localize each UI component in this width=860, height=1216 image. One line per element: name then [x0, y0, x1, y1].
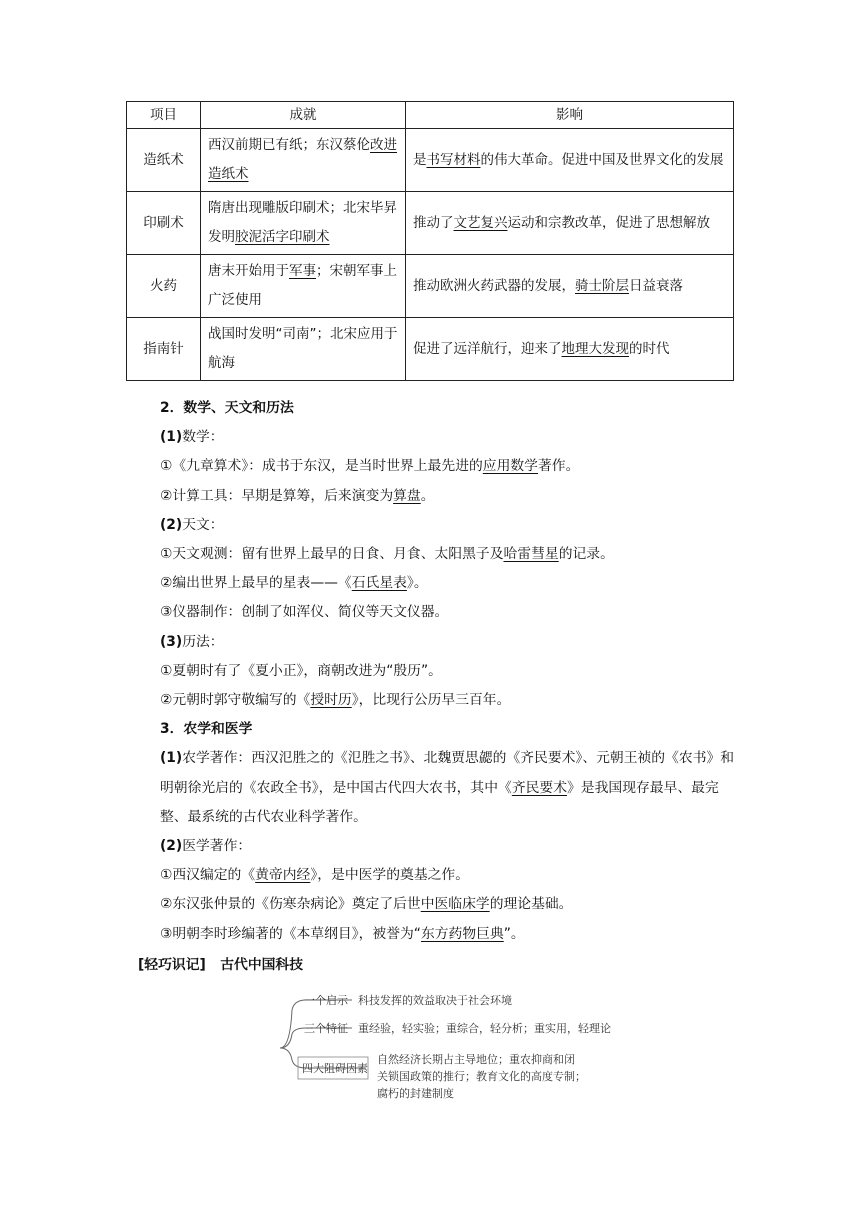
text-run: 著作。 [537, 458, 580, 475]
text-run: 天文： [182, 516, 224, 533]
invention-name: 印刷术 [127, 192, 201, 255]
underlined-key-term: 文艺复兴 [453, 214, 508, 231]
underlined-key-term: 骑士阶层 [575, 277, 629, 294]
text-line [138, 890, 738, 919]
text-run: 西汉前期已有纸；东汉蔡伦 [208, 137, 370, 153]
table-row [127, 318, 734, 381]
tip-heading [138, 951, 738, 980]
underlined-key-term: 东方药物巨典 [420, 925, 504, 942]
text-run: 的伟大革命。促进中国及世界文化的发展 [480, 151, 724, 168]
underlined-key-term: 授时历 [310, 692, 352, 709]
mindmap-leaf-2: 重经验，轻实验；重综合，轻分析；重实用，轻理论 [358, 1022, 611, 1035]
table-row [127, 255, 734, 318]
text-run: 》。 [406, 575, 428, 592]
underlined-key-term: 胶泥活字印刷术 [235, 229, 330, 245]
text-run: 的理论基础。 [489, 896, 573, 913]
influence-cell [406, 318, 734, 381]
influence-cell [406, 192, 734, 255]
text-run: 的时代 [629, 340, 670, 357]
text-run: 3．农学和医学 [160, 721, 253, 738]
text-line [138, 715, 738, 744]
mindmap-branch-3: 四大阻碍因素 [302, 1062, 368, 1075]
text-line [138, 482, 738, 511]
text-line [138, 861, 738, 890]
achievement-cell [201, 255, 406, 318]
achievement-cell [201, 318, 406, 381]
invention-name: 火药 [127, 255, 201, 318]
mindmap-leaf-3-line-2: 关锁国政策的推行；教育文化的高度专制； [377, 1070, 586, 1083]
text-run: 》，比现行公历早三百年。 [351, 692, 511, 709]
header-item: 项目 [127, 102, 201, 129]
invention-name: 造纸术 [127, 129, 201, 192]
underlined-key-term: 石氏星表 [351, 575, 407, 592]
influence-cell [406, 129, 734, 192]
text-run: ③明朝李时珍编著的《本草纲目》，被誉为“ [160, 925, 421, 942]
text-run: 战国时发明“司南”；北宋应用于航海 [208, 326, 398, 371]
text-run: ③仪器制作：创制了如浑仪、简仪等天文仪器。 [160, 604, 449, 621]
underlined-key-term: 齐民要术 [511, 779, 568, 796]
tip-label: [轻巧识记] [138, 956, 206, 973]
header-influence: 影响 [406, 102, 734, 129]
text-run: 日益衰落 [629, 277, 683, 294]
text-run: ②东汉张仲景的《伤寒杂病论》奠定了后世 [160, 896, 421, 913]
text-run: 。 [420, 487, 435, 504]
text-run: 数学： [182, 429, 224, 446]
text-run: ①《九章算术》：成书于东汉，是当时世界上最先进的 [160, 458, 483, 475]
underlined-key-term: 算盘 [393, 487, 421, 504]
text-run: 历法： [182, 633, 224, 650]
text-run: ”。 [503, 925, 525, 942]
main-content [138, 394, 738, 980]
mind-map [270, 990, 630, 1108]
text-line [138, 569, 738, 598]
header-achievement: 成就 [201, 102, 406, 129]
text-run: ①天文观测：留有世界上最早的日食、月食、太阳黑子及 [160, 546, 504, 563]
achievement-cell [201, 192, 406, 255]
underlined-key-term: 书写材料 [426, 151, 481, 168]
inventions-table [126, 101, 734, 381]
text-line [138, 423, 738, 452]
underlined-key-term: 中医临床学 [420, 896, 490, 913]
text-line [138, 832, 738, 861]
text-line [138, 657, 738, 686]
text-run: 推动了 [413, 214, 454, 231]
text-line [138, 920, 738, 949]
underlined-key-term: 军事 [289, 263, 316, 279]
text-run: 农学著作：西汉氾胜之的《氾胜之书》、北魏贾思勰的《齐民要术》、元朝王祯的《农书》和明朝徐光启的《农政全书》，是中国古代四大农书，其中《 [160, 750, 735, 796]
text-run: 促进了远洋航行，迎来了 [413, 340, 562, 357]
text-line [138, 452, 738, 481]
text-line [138, 686, 738, 715]
mindmap-branch-2: 三个特征 [304, 1022, 348, 1035]
underlined-key-term: 哈雷彗星 [503, 546, 559, 563]
text-run: 运动和宗教改革，促进了思想解放 [507, 214, 710, 231]
text-run: ①西汉编定的《 [160, 867, 256, 884]
section-number: (3) [160, 633, 183, 650]
text-run: 的记录。 [558, 546, 614, 563]
tip-title: 古代中国科技 [220, 956, 304, 973]
text-line [138, 628, 738, 657]
text-run: 2．数学、天文和历法 [160, 400, 294, 416]
table-header-row [127, 102, 734, 129]
section-number: (1) [160, 750, 183, 767]
text-line [138, 394, 738, 423]
text-run: 》是我国现存最早、最完整、最系统的古代农业科学著作。 [160, 779, 719, 825]
text-line [138, 511, 738, 540]
text-run: 是 [413, 151, 427, 168]
achievement-cell [201, 129, 406, 192]
text-line [138, 540, 738, 569]
text-run: 医学著作： [182, 838, 252, 855]
influence-cell [406, 255, 734, 318]
text-run: ；宋朝军事上广泛使用 [208, 263, 397, 308]
mindmap-leaf-3-line-3: 腐朽的封建制度 [377, 1087, 454, 1100]
underlined-key-term: 地理大发现 [561, 340, 629, 357]
text-run: 唐末开始用于 [208, 263, 289, 279]
text-run: 》，是中医学的奠基之作。 [310, 867, 470, 884]
section-number: (2) [160, 516, 183, 533]
text-run: ②计算工具：早期是算筹，后来演变为 [160, 487, 394, 504]
agriculture-paragraph [138, 744, 736, 832]
text-line [138, 598, 738, 627]
text-run: ②编出世界上最早的星表——《 [160, 575, 352, 592]
section-number: (1) [160, 429, 183, 446]
text-run: ①夏朝时有了《夏小正》，商朝改进为“殷历”。 [160, 662, 442, 679]
text-run: 推动欧洲火药武器的发展， [413, 277, 575, 294]
underlined-key-term: 应用数学 [482, 458, 538, 475]
table-row [127, 192, 734, 255]
table-row [127, 129, 734, 192]
text-run: ②元朝时郭守敬编写的《 [160, 692, 311, 709]
mindmap-branch-1: 一个启示 [304, 994, 348, 1007]
underlined-key-term: 黄帝内经 [255, 867, 311, 884]
section-number: (2) [160, 838, 183, 855]
invention-name: 指南针 [127, 318, 201, 381]
underlined-key-term: 改进造纸术 [208, 137, 397, 182]
mindmap-leaf-1: 科技发挥的效益取决于社会环境 [358, 994, 512, 1007]
text-run: 隋唐出现雕版印刷术；北宋毕昇发明 [208, 200, 397, 245]
mindmap-leaf-3-line-1: 自然经济长期占主导地位；重农抑商和闭 [377, 1053, 575, 1066]
